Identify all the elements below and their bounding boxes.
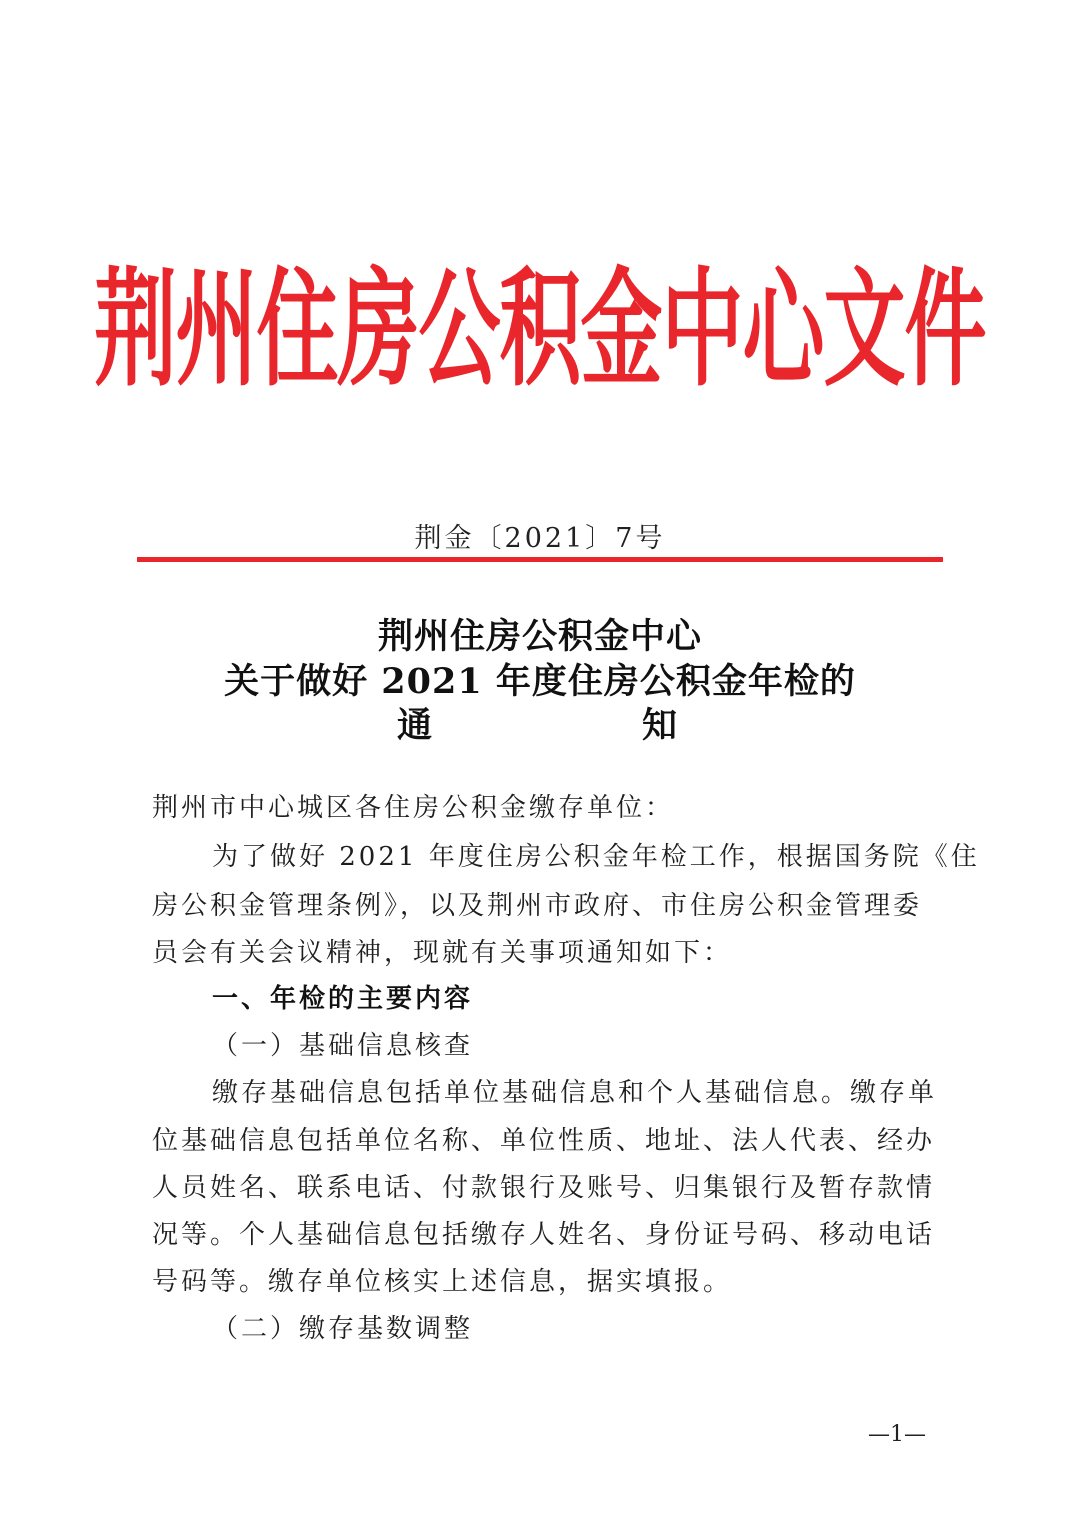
subsection-1-heading: （一）基础信息核查 [212,1031,474,1061]
addressee-line: 荆州市中心城区各住房公积金缴存单位： [152,793,675,823]
section-1-heading: 一、年检的主要内容 [212,984,474,1014]
subsection-1-line-3: 人员姓名、联系电话、付款银行及账号、归集银行及暂存款情 [152,1173,936,1203]
subsection-1-line-2: 位基础信息包括单位名称、单位性质、地址、法人代表、经办 [152,1126,936,1156]
notice-title-line-1: 荆州住房公积金中心 [377,616,702,657]
intro-line-3: 员会有关会议精神，现就有关事项通知如下： [152,938,733,968]
page-number: —1— [868,1422,926,1447]
intro-line-2: 房公积金管理条例》，以及荆州市政府、市住房公积金管理委 [152,891,923,921]
red-divider-line [137,557,943,562]
document-header-title: 荆州住房公积金中心文件 [94,257,986,405]
subsection-1-line-5: 号码等。缴存单位核实上述信息，据实填报。 [152,1267,733,1297]
subsection-2-heading: （二）缴存基数调整 [212,1314,474,1344]
subsection-1-line-4: 况等。个人基础信息包括缴存人姓名、身份证号码、移动电话 [152,1220,936,1250]
notice-title-zhi: 知 [642,705,678,746]
notice-title-line-2: 关于做好 2021 年度住房公积金年检的 [224,661,856,702]
intro-line-1: 为了做好 2021 年度住房公积金年检工作，根据国务院《住 [212,842,980,872]
document-number: 荆金〔2021〕7号 [414,523,666,554]
subsection-1-line-1: 缴存基础信息包括单位基础信息和个人基础信息。缴存单 [212,1078,938,1108]
notice-title-tong: 通 [397,705,433,746]
